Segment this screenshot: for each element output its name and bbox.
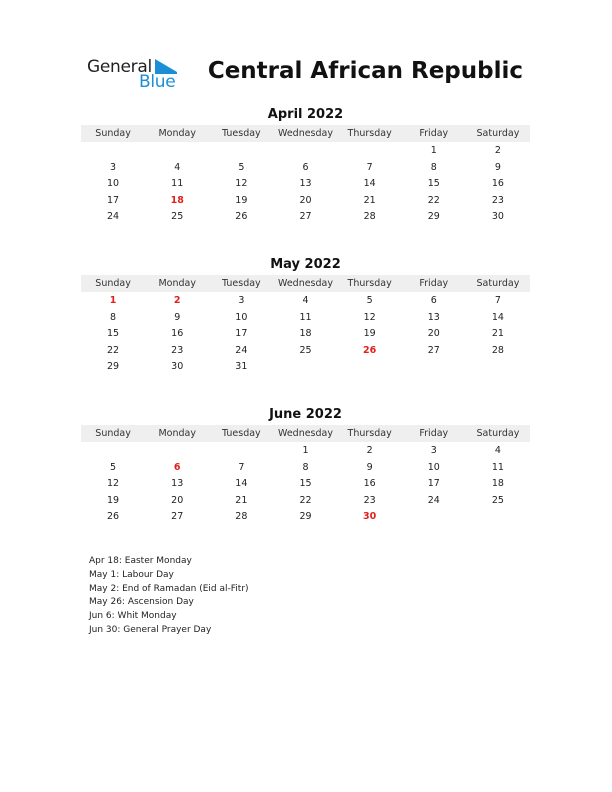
day-cell: 27: [299, 211, 312, 223]
day-cell: 24: [235, 344, 248, 356]
day-cell: 2: [173, 295, 181, 306]
empty-day-cell: [145, 443, 209, 460]
day-cell: 13: [171, 478, 184, 490]
empty-day-cell: [81, 443, 145, 460]
day-cell: 2: [366, 445, 373, 456]
day-cell: 19: [235, 194, 248, 206]
holiday-notes: [89, 555, 249, 638]
day-cell: 9: [366, 461, 373, 473]
day-cell: 17: [107, 194, 120, 206]
day-cell: 9: [174, 311, 181, 323]
day-cell: 14: [491, 311, 504, 323]
page-title: Central African Republic: [207, 58, 523, 84]
day-cell: 28: [491, 344, 504, 356]
day-cell: 16: [171, 328, 184, 340]
weekday-label: Sunday: [95, 128, 131, 139]
day-cell: 16: [363, 478, 376, 490]
day-cell: 10: [427, 461, 440, 473]
day-cell: 14: [363, 178, 376, 190]
empty-day-cell: [466, 359, 530, 376]
day-cell: 21: [235, 494, 248, 506]
day-cell: 19: [107, 494, 120, 506]
day-cell: 1: [302, 445, 309, 456]
day-cell: 8: [430, 161, 437, 173]
logo-word-general: General: [87, 57, 152, 77]
day-cell: 10: [235, 311, 248, 323]
day-cell: 12: [363, 311, 376, 323]
day-cell: 6: [302, 161, 309, 173]
day-cell: 29: [427, 211, 440, 223]
holiday-note: Jun 6: Whit Monday: [89, 611, 177, 622]
logo-word-blue: Blue: [139, 72, 176, 92]
day-cell: 1: [430, 145, 437, 156]
day-cell: 18: [491, 478, 504, 490]
day-cell: 23: [171, 344, 184, 356]
empty-day-cell: [209, 443, 273, 460]
day-cell: 15: [427, 178, 440, 190]
day-cell: 15: [107, 328, 120, 340]
day-cell: 8: [110, 311, 117, 323]
weekday-label: Wednesday: [277, 128, 333, 139]
day-cell: 18: [299, 328, 312, 340]
day-cell: 3: [430, 445, 437, 456]
day-cell: 29: [107, 361, 120, 373]
day-cell: 22: [427, 194, 440, 206]
day-cell: 7: [494, 295, 501, 306]
empty-day-cell: [338, 143, 402, 160]
day-cell: 11: [299, 311, 312, 323]
day-cell: 10: [107, 178, 120, 190]
day-cell: 1: [109, 295, 117, 306]
day-cell: 26: [235, 211, 248, 223]
month-calendar-may: [81, 256, 530, 376]
day-cell: 4: [174, 161, 181, 173]
day-cell: 11: [491, 461, 504, 473]
day-cell: 5: [366, 295, 373, 306]
day-cell: 20: [171, 494, 184, 506]
weekday-label: Monday: [158, 128, 196, 139]
day-cell: 29: [299, 511, 312, 523]
day-cell: 28: [235, 511, 248, 523]
weekday-label: Sunday: [95, 428, 131, 439]
day-cell: 21: [363, 194, 376, 206]
weekday-label: Saturday: [476, 278, 520, 289]
day-cell: 20: [299, 194, 312, 206]
holiday-note: Jun 30: General Prayer Day: [89, 624, 212, 635]
weekday-label: Wednesday: [277, 278, 333, 289]
day-cell: 2: [494, 145, 501, 156]
day-cell: 3: [110, 161, 117, 173]
weekday-label: Monday: [158, 278, 196, 289]
weekday-header: [81, 125, 530, 142]
logo-flag-icon: [155, 59, 177, 72]
month-title: May 2022: [270, 257, 341, 272]
weekday-label: Thursday: [347, 278, 392, 289]
weekday-label: Sunday: [95, 278, 131, 289]
day-cell: 25: [171, 211, 184, 223]
day-grid: [81, 293, 530, 376]
day-cell: 11: [171, 178, 184, 190]
empty-day-cell: [209, 143, 273, 160]
day-cell: 27: [171, 511, 184, 523]
day-cell: 13: [299, 178, 312, 190]
empty-day-cell: [273, 359, 337, 376]
day-cell: 19: [363, 328, 376, 340]
day-cell: 4: [302, 295, 309, 306]
day-cell: 18: [170, 194, 184, 206]
day-cell: 25: [491, 494, 504, 506]
day-cell: 16: [491, 178, 504, 190]
day-cell: 23: [363, 494, 376, 506]
empty-day-cell: [145, 143, 209, 160]
day-cell: 5: [238, 161, 245, 173]
day-cell: 27: [427, 344, 440, 356]
day-cell: 6: [430, 295, 437, 306]
holiday-note: May 26: Ascension Day: [89, 597, 194, 608]
weekday-label: Thursday: [347, 428, 392, 439]
day-cell: 22: [299, 494, 312, 506]
day-cell: 15: [299, 478, 312, 490]
weekday-label: Tuesday: [222, 278, 261, 289]
empty-day-cell: [273, 143, 337, 160]
weekday-label: Saturday: [476, 428, 520, 439]
day-cell: 12: [235, 178, 248, 190]
day-cell: 24: [427, 494, 440, 506]
empty-day-cell: [402, 359, 466, 376]
day-cell: 6: [173, 461, 181, 473]
day-cell: 26: [107, 511, 120, 523]
day-cell: 31: [235, 361, 248, 373]
day-cell: 28: [363, 211, 376, 223]
day-cell: 30: [171, 361, 184, 373]
weekday-label: Tuesday: [222, 128, 261, 139]
day-cell: 20: [427, 328, 440, 340]
month-calendar-april: [81, 106, 530, 226]
day-cell: 17: [427, 478, 440, 490]
day-cell: 7: [366, 161, 373, 173]
month-title: June 2022: [269, 407, 342, 422]
weekday-header: [81, 275, 530, 292]
empty-day-cell: [338, 359, 402, 376]
day-cell: 3: [238, 295, 245, 306]
day-cell: 30: [491, 211, 504, 223]
day-cell: 9: [494, 161, 501, 173]
holiday-note: May 1: Labour Day: [89, 569, 174, 580]
weekday-label: Friday: [419, 128, 449, 139]
weekday-label: Friday: [419, 428, 449, 439]
weekday-label: Monday: [158, 428, 196, 439]
weekday-label: Thursday: [347, 128, 392, 139]
day-cell: 17: [235, 328, 248, 340]
empty-day-cell: [402, 509, 466, 526]
month-calendar-june: [81, 406, 530, 526]
day-cell: 4: [494, 445, 501, 456]
holiday-note: May 2: End of Ramadan (Eid al-Fitr): [89, 583, 249, 594]
day-cell: 25: [299, 344, 312, 356]
day-grid: [81, 143, 530, 226]
day-cell: 24: [107, 211, 120, 223]
day-cell: 22: [107, 344, 120, 356]
weekday-header: [81, 425, 530, 442]
day-cell: 30: [363, 511, 377, 523]
day-cell: 8: [302, 461, 309, 473]
day-cell: 5: [110, 461, 117, 473]
day-cell: 21: [491, 328, 504, 340]
day-cell: 13: [427, 311, 440, 323]
month-title: April 2022: [267, 107, 344, 122]
day-cell: 14: [235, 478, 248, 490]
day-grid: [81, 443, 530, 526]
brand-logo: [87, 57, 197, 93]
holiday-note: Apr 18: Easter Monday: [89, 556, 192, 566]
weekday-label: Saturday: [476, 128, 520, 139]
day-cell: 7: [238, 461, 245, 473]
weekday-label: Wednesday: [277, 428, 333, 439]
empty-day-cell: [81, 143, 145, 160]
empty-day-cell: [466, 509, 530, 526]
day-cell: 26: [363, 344, 377, 356]
day-cell: 12: [107, 478, 120, 490]
weekday-label: Tuesday: [222, 428, 261, 439]
weekday-label: Friday: [419, 278, 449, 289]
day-cell: 23: [491, 194, 504, 206]
